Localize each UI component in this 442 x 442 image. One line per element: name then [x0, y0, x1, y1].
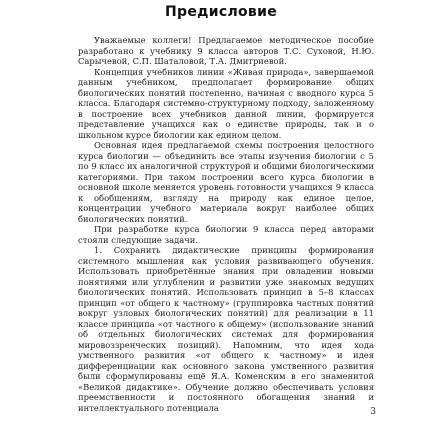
paragraph-concept: Концепция учебников линии «Живая природа», завершаемой данным учебником, предполагает формирование общих биологических понятий постепенно, начиная с вводного курса 5 класса. Благодаря системно-структурному подходу, заложенному в построение всех учебников данной линии, формируется представление учащихся как о единстве природы, так и о школьном курсе биологии как едином целом. [78, 66, 374, 140]
paragraph-tasks-intro: При разработке курса биологии 9 класса перед авторами стояли следующие задачи. [78, 224, 374, 245]
page-title: Предисловие [165, 4, 277, 20]
list-item-task-1: 1. Сохранить дидактические принципы формирования системного мышления как условия развивающего обучения. Использовать приобретённые знания при овладении новыми понятиями или углублении и развитии уже знакомых ведущих биологических понятий. Использовать принцип в 5–8 классах принцип «от общего к частному» (группировка частных понятий вокруг узловых биологических понятий) для реализации в 11 классе принципа «от частного к общему» (использование знаний об отдельных биологических системах для формирования мировоззренческих позиций). Напомним, что идея хода умственного развития «от общего к частному» и идея дифференциации как основного закона умственного развития были сформулированы ещё Я.А. Коменским в его знаменитой «Великой дидактике». Обучение должно обеспечивать условия преемственности и постоянного обогащения знаний и интеллектуального потенциала [78, 245, 374, 413]
body-text [78, 35, 374, 413]
page-number: 3 [370, 407, 376, 417]
paragraph-greeting: Уважаемые коллеги! Предлагаемое методическое пособие разработано к учебнику 9 класса авторов Т.С. Суховой, Н.Ю. Сарычевой, С.П. Шаталовой, Т.А. Дмитриевой. [78, 35, 374, 66]
paragraph-main-idea: Основная идея предлагаемой схемы построения целостного курса биологии — объединить все этапы изучения биологии с 5 по 9 класс их аналогичной структурой и общими биологическими категориями. При таком построении всего курса биологии в основной школе меняется уровень готовности учащихся 9 класса к обобщениям, взгляду на природу как единое целое, концентрации учебного материала вокруг наиболее общих биологических понятий. [78, 140, 374, 224]
